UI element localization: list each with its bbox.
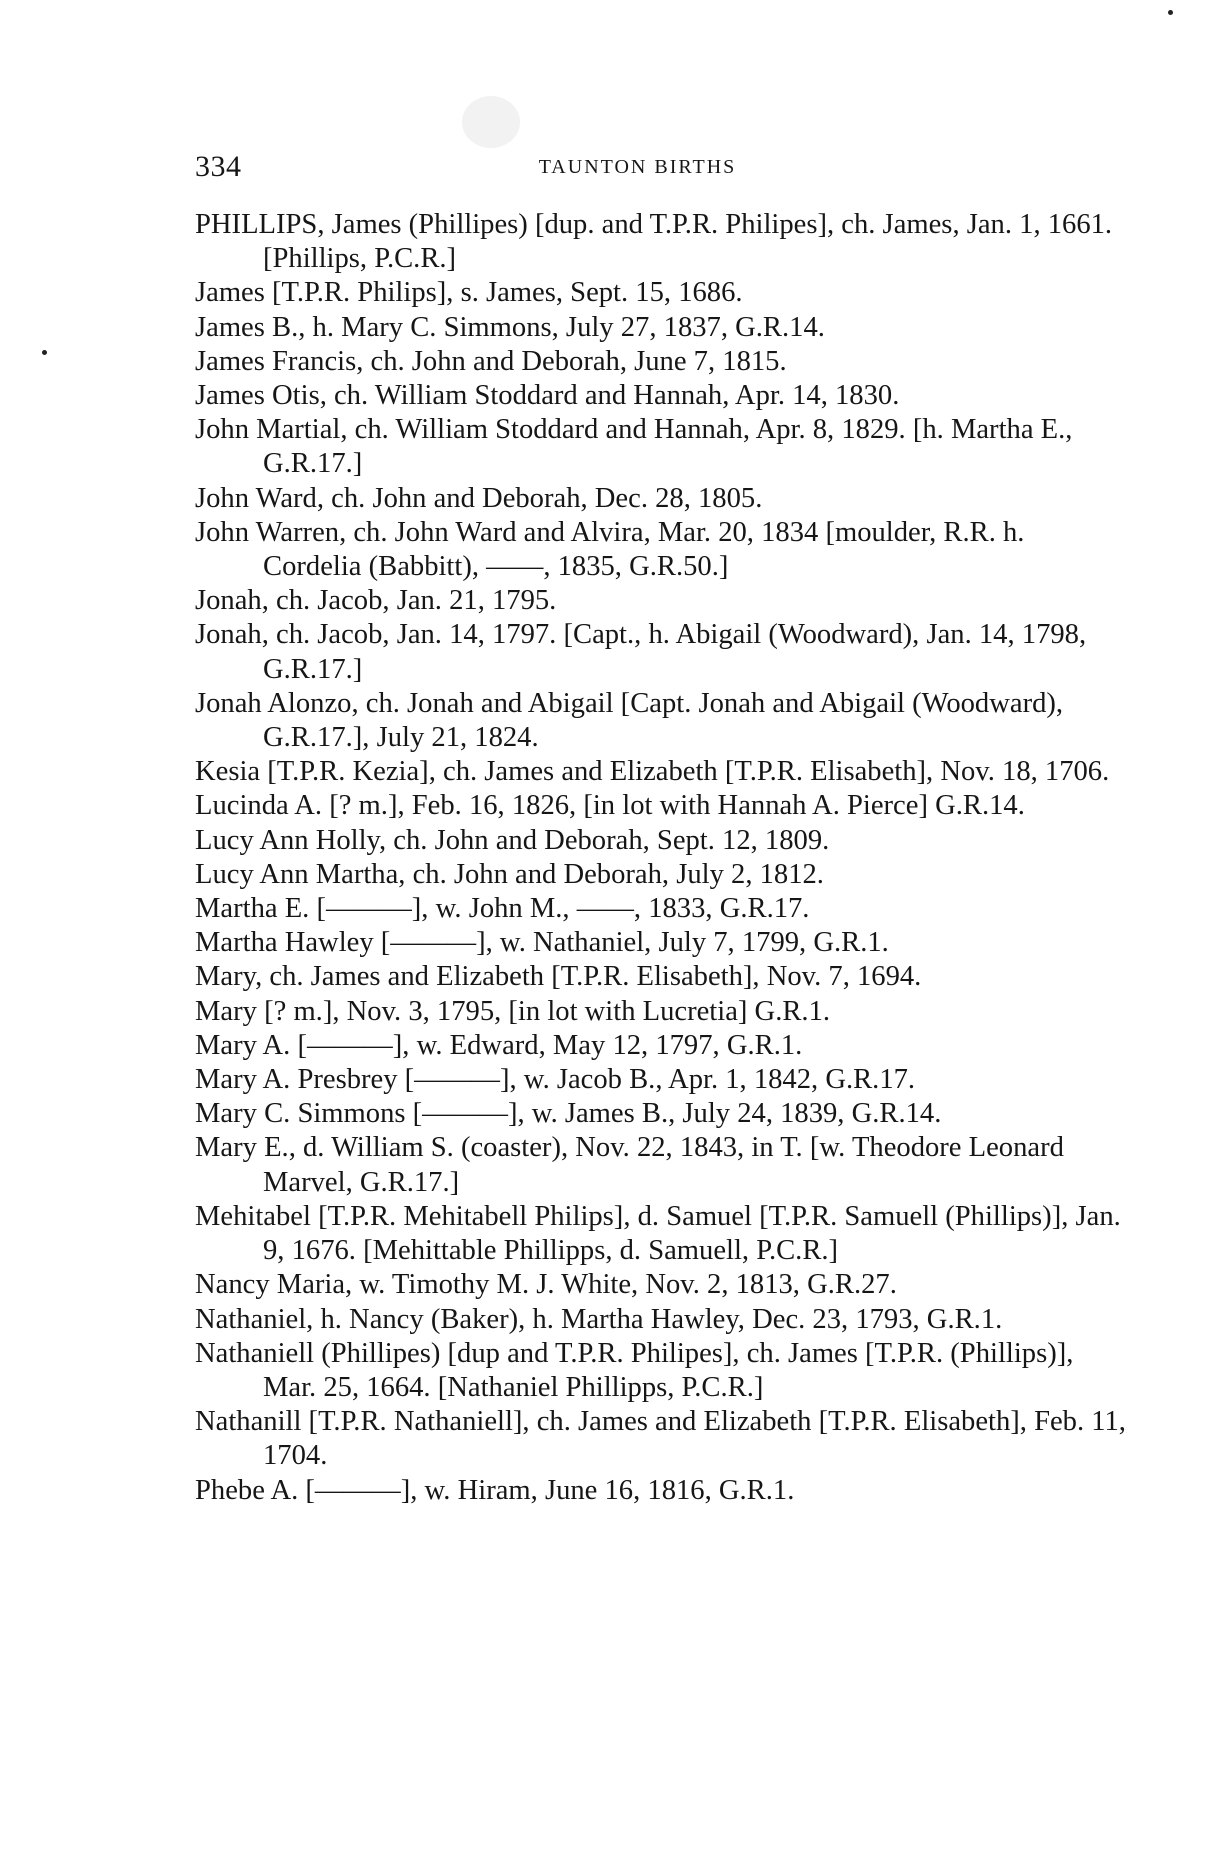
record-entry: Martha E. [———], w. John M., ——, 1833, G.R.17. [195,893,810,925]
record-entry: Lucinda A. [? m.], Feb. 16, 1826, [in lot with Hannah A. Pierce] G.R.14. [195,790,1025,822]
record-entry: Nathaniel, h. Nancy (Baker), h. Martha Hawley, Dec. 23, 1793, G.R.1. [195,1303,1003,1335]
record-entry: PHILLIPS, James (Phillipes) [dup. and T.P.R. Philipes], ch. James, Jan. 1, 1661. [Phillips, P.C.R.] [195,209,1113,275]
record-entry: Nathanill [T.P.R. Nathaniell], ch. James and Elizabeth [T.P.R. Elisabeth], Feb. 11, 1704. [195,1406,1126,1472]
record-entry: Mary A. Presbrey [———], w. Jacob B., Apr. 1, 1842, G.R.17. [195,1064,916,1096]
page-stain [462,96,520,148]
speck-mark [42,350,47,355]
record-entry: Martha Hawley [———], w. Nathaniel, July 7, 1799, G.R.1. [195,927,889,959]
speck-mark [1168,10,1173,15]
record-entry: Phebe A. [———], w. Hiram, June 16, 1816, G.R.1. [195,1474,795,1506]
record-entry: Lucy Ann Martha, ch. John and Deborah, July 2, 1812. [195,858,824,890]
record-entry: John Warren, ch. John Ward and Alvira, Mar. 20, 1834 [moulder, R.R. h. Cordelia (Babbitt), ——, 1835, G.R.50.] [195,516,1025,583]
record-entry: Nancy Maria, w. Timothy M. J. White, Nov. 2, 1813, G.R.27. [195,1269,897,1301]
record-entry: Jonah, ch. Jacob, Jan. 21, 1795. [195,585,557,617]
record-entry: James Francis, ch. John and Deborah, June 7, 1815. [195,345,787,377]
record-entry: Mary C. Simmons [———], w. James B., July 24, 1839, G.R.14. [195,1098,942,1130]
record-entry: Mary, ch. James and Elizabeth [T.P.R. Elisabeth], Nov. 7, 1694. [195,961,922,993]
record-entry: Mary [? m.], Nov. 3, 1795, [in lot with Lucretia] G.R.1. [195,995,831,1027]
record-entry: Nathaniell (Phillipes) [dup and T.P.R. Philipes], ch. James [T.P.R. (Phillips)], Mar. 25, 1664. [Nathaniel Phillipps, P.C.R.] [195,1337,1074,1403]
record-entry: Mary A. [———], w. Edward, May 12, 1797, G.R.1. [195,1029,803,1061]
record-entry: John Ward, ch. John and Deborah, Dec. 28, 1805. [195,482,763,514]
record-entry: James B., h. Mary C. Simmons, July 27, 1837, G.R.14. [195,311,825,343]
record-entry: Jonah Alonzo, ch. Jonah and Abigail [Capt. Jonah and Abigail (Woodward), G.R.17.], July 21, 1824. [195,687,1064,754]
page-header [195,150,1080,190]
running-head: TAUNTON BIRTHS [538,156,737,178]
record-entry: Kesia [T.P.R. Kezia], ch. James and Elizabeth [T.P.R. Elisabeth], Nov. 18, 1706. [195,756,1110,788]
record-entry: Lucy Ann Holly, ch. John and Deborah, Sept. 12, 1809. [195,824,830,856]
record-entry: Mehitabel [T.P.R. Mehitabell Philips], d. Samuel [T.P.R. Samuell (Phillips)], Jan. 9, 1676. [Mehittable Phillipps, d. Samuell, P.C.R.] [195,1200,1121,1267]
record-entry: James [T.P.R. Philips], s. James, Sept. 15, 1686. [195,277,743,309]
birth-records-list [195,208,1130,1508]
page-number: 334 [195,150,242,183]
record-entry: John Martial, ch. William Stoddard and Hannah, Apr. 8, 1829. [h. Martha E., G.R.17.] [195,414,1073,480]
record-entry: James Otis, ch. William Stoddard and Hannah, Apr. 14, 1830. [195,380,900,412]
record-entry: Mary E., d. William S. (coaster), Nov. 22, 1843, in T. [w. Theodore Leonard Marvel, G.R.17.] [195,1132,1064,1198]
record-entry: Jonah, ch. Jacob, Jan. 14, 1797. [Capt., h. Abigail (Woodward), Jan. 14, 1798, G.R.17.] [195,619,1087,685]
